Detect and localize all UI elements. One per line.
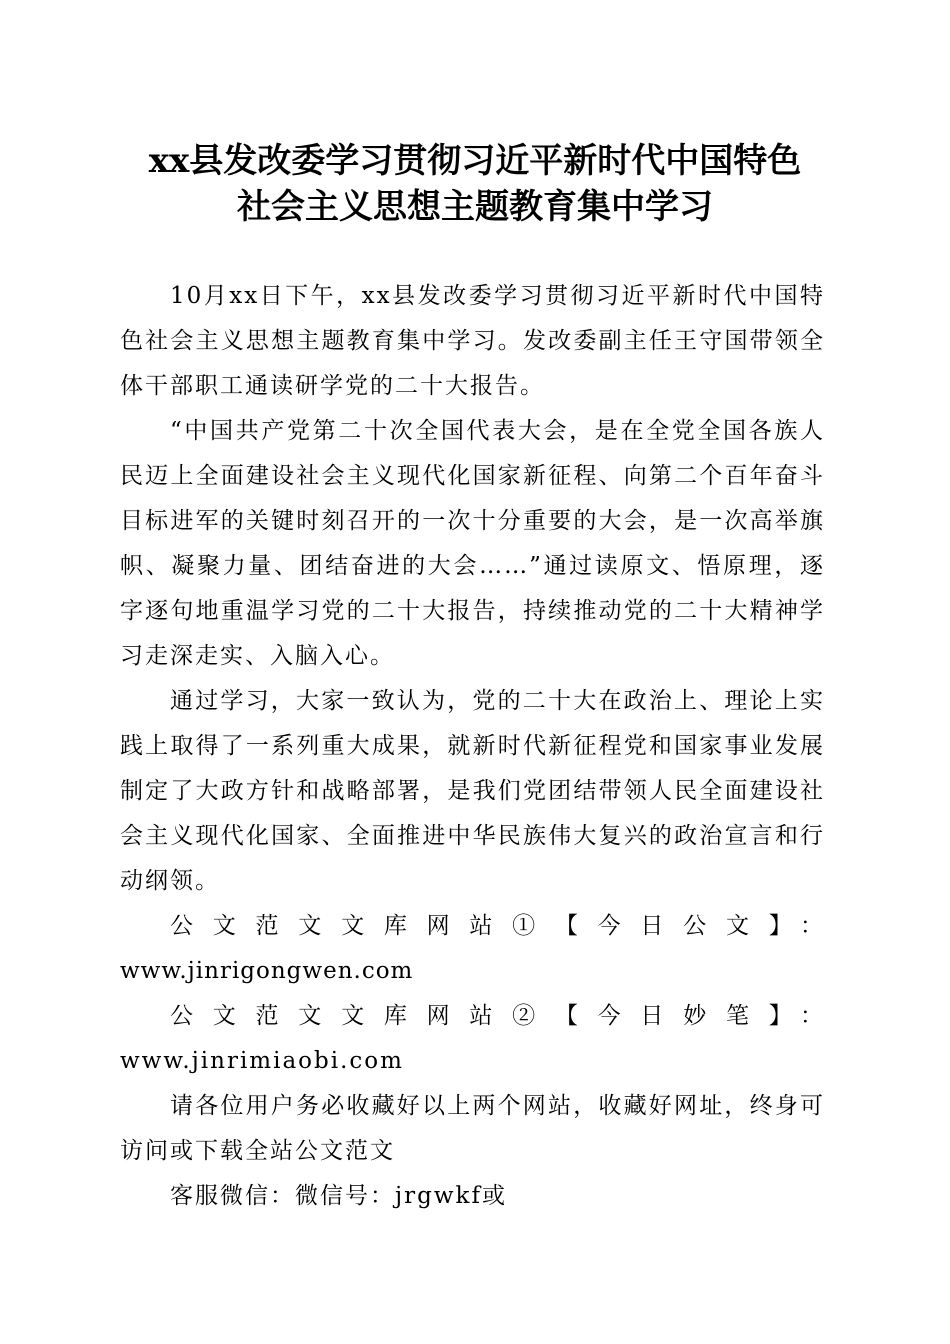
paragraph-quote: “中国共产党第二十次全国代表大会，是在全党全国各族人民迈上全面建设社会主义现代化国家新征程、向第二个百年奋斗目标进军的关键时刻召开的一次十分重要的大会，是一次高举旗帜、凝聚力量、团结奋进的大会……”通过读原文、悟原理，逐字逐句地重温学习党的二十大报告，持续推动党的二十大精神学习走深走实、入脑入心。 bbox=[120, 418, 825, 669]
site1-url: www.jinrigongwen.com bbox=[120, 958, 414, 984]
title-line-2: 社会主义思想主题教育集中学习 bbox=[237, 187, 713, 227]
site1-line: 公文范文文库网站①【今日公文】： bbox=[170, 913, 825, 939]
site2-line: 公文范文文库网站②【今日妙笔】：www.jinrimiaobi.com bbox=[120, 1003, 825, 1074]
service-line: 客服微信：微信号：jrgwkf或 bbox=[170, 1183, 507, 1209]
document-body bbox=[120, 274, 825, 1219]
paragraph-consensus: 通过学习，大家一致认为，党的二十大在政治上、理论上实践上取得了一系列重大成果，就新时代新征程党和国家事业发展制定了大政方针和战略部署，是我们党团结带领人民全面建设社会主义现代化国家、全面推进中华民族伟大复兴的政治宣言和行动纲领。 bbox=[120, 688, 825, 894]
document-title bbox=[110, 138, 840, 230]
title-line-1: xx县发改委学习贯彻习近平新时代中国特色 bbox=[148, 141, 802, 181]
paragraph-meeting: 10月xx日下午，xx县发改委学习贯彻习近平新时代中国特色社会主义思想主题教育集中学习。发改委副主任王守国带领全体干部职工通读研学党的二十大报告。 bbox=[120, 283, 825, 399]
notice-paragraph: 请各位用户务必收藏好以上两个网站，收藏好网址，终身可访问或下载全站公文范文 bbox=[120, 1093, 825, 1164]
